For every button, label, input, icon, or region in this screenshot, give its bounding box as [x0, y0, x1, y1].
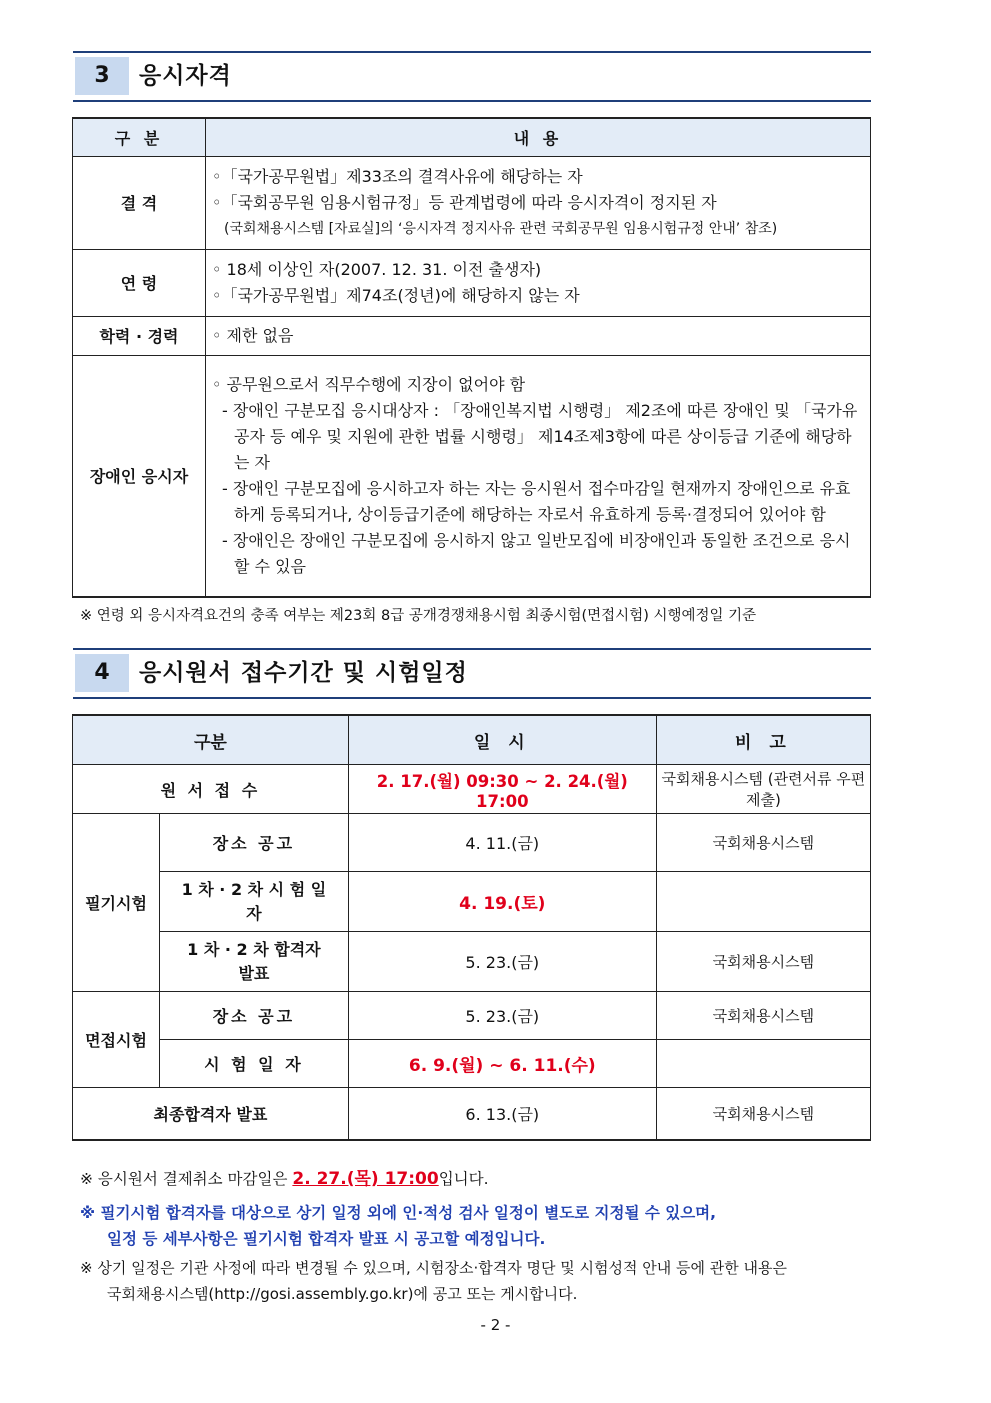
section-number: 3: [75, 57, 129, 95]
content-line: - 장애인 구분모집 응시대상자 : 「장애인복지법 시행령」 제2조에 따른 장애인 및 「국가유공자 등 예우 및 지원에 관한 법률 시행령」 제14조제3항에 따른 상이등급 기준에 해당하는 자: [222, 400, 858, 472]
content-line: ◦ 18세 이상인 자(2007. 12. 31. 이전 출생자): [212, 259, 542, 279]
content-sub: (국회채용시스템 [자료실]의 ‘응시자격 정지사유 관련 국회공무원 임용시험규정 안내’ 참조): [224, 220, 778, 237]
row-label: 학력 · 경력: [73, 316, 206, 355]
row-date: 4. 19.(토): [348, 872, 656, 932]
footnote-line: 일정 등 세부사항은 필기시험 합격자 발표 시 공고할 예정입니다.: [107, 1230, 546, 1248]
header-category: 구 분: [73, 118, 206, 156]
row-date: 2. 17.(월) 09:30 ~ 2. 24.(월) 17:00: [348, 765, 656, 814]
content-line: - 장애인 구분모집에 응시하고자 하는 자는 응시원서 접수마감일 현재까지 장애인으로 유효하게 등록되거나, 상이등급기준에 해당하는 자로서 유효하게 등록·결정되어 있어야 함: [222, 478, 851, 524]
header-content: 내 용: [206, 118, 871, 156]
footnote-cancel: [80, 1166, 489, 1192]
table-row: [73, 1088, 871, 1140]
table-row: [73, 249, 871, 316]
row-label: 연 령: [73, 249, 206, 316]
table-row: [73, 992, 871, 1040]
row-note: [656, 1040, 870, 1088]
table-row: [73, 1040, 871, 1088]
eligibility-table: [72, 117, 871, 598]
content-line: ◦「국가공무원법」제33조의 결격사유에 해당하는 자: [212, 166, 583, 186]
table-row: [73, 872, 871, 932]
content-line: ◦「국가공무원법」제74조(정년)에 해당하지 않는 자: [212, 285, 580, 305]
table-row: [73, 765, 871, 814]
row-note: 국회채용시스템: [656, 932, 870, 992]
row-date: 4. 11.(금): [348, 814, 656, 872]
row-date: 6. 9.(월) ~ 6. 11.(수): [348, 1040, 656, 1088]
table-row: [73, 156, 871, 249]
table-row: [73, 814, 871, 872]
cancel-deadline: 2. 27.(목) 17:00: [292, 1169, 439, 1189]
schedule-table: [72, 714, 871, 1141]
section-3-header: [73, 51, 871, 102]
row-date: 6. 13.(금): [348, 1088, 656, 1140]
row-label: 장소 공고: [160, 992, 349, 1040]
row-date: 5. 23.(금): [348, 992, 656, 1040]
footnote-aptitude: [80, 1200, 716, 1252]
footnote-line: ※ 상기 일정은 기관 사정에 따라 변경될 수 있으며, 시험장소·합격자 명단 및 시험성적 안내 등에 관한 내용은: [80, 1259, 787, 1277]
row-label: 최종합격자 발표: [73, 1088, 349, 1140]
footnote-change: [80, 1255, 787, 1307]
footnote-line: 국회채용시스템(http://gosi.assembly.go.kr)에 공고 또는 게시합니다.: [107, 1285, 578, 1303]
content-line: - 장애인은 장애인 구분모집에 응시하지 않고 일반모집에 비장애인과 동일한 조건으로 응시할 수 있음: [222, 530, 851, 576]
row-note: 국회채용시스템: [656, 992, 870, 1040]
group-label: 면접시험: [73, 992, 160, 1088]
footnote-text: 입니다.: [438, 1170, 489, 1188]
footnote-line: ※ 필기시험 합격자를 대상으로 상기 일정 외에 인·적성 검사 일정이 별도로 지정될 수 있으며,: [80, 1204, 717, 1222]
row-label: 결 격: [73, 156, 206, 249]
row-note: [656, 872, 870, 932]
section-number: 4: [75, 654, 129, 692]
row-label: 원 서 접 수: [73, 765, 349, 814]
section-title: 응시자격: [139, 63, 232, 89]
row-label: 장소 공고: [160, 814, 349, 872]
header-note: 비 고: [656, 715, 870, 765]
table-row: [73, 316, 871, 355]
header-category: 구분: [73, 715, 349, 765]
row-note: 국회채용시스템: [656, 814, 870, 872]
content-line: ◦ 공무원으로서 직무수행에 지장이 없어야 함: [212, 374, 526, 394]
table-row: [73, 355, 871, 597]
row-label: 시 험 일 자: [160, 1040, 349, 1088]
table-row: [73, 932, 871, 992]
row-note: 국회채용시스템 (관련서류 우편제출): [656, 765, 870, 814]
row-label: 장애인 응시자: [73, 355, 206, 597]
section-3-note: ※ 연령 외 응시자격요건의 충족 여부는 제23회 8급 공개경쟁채용시험 최종시험(면접시험) 시행예정일 기준: [80, 608, 757, 624]
row-label: 1 차 · 2 차 시 험 일 자: [160, 872, 349, 932]
row-label: 1 차 · 2 차 합격자 발표: [160, 932, 349, 992]
footnote-text: ※ 응시원서 결제취소 마감일은: [80, 1170, 293, 1188]
content-line: ◦ 제한 없음: [212, 325, 294, 345]
row-date: 5. 23.(금): [348, 932, 656, 992]
header-date: 일 시: [348, 715, 656, 765]
page-number: - 2 -: [480, 1316, 511, 1334]
content-line: ◦「국회공무원 임용시험규정」등 관계법령에 따라 응시자격이 정지된 자: [212, 192, 717, 212]
section-title: 응시원서 접수기간 및 시험일정: [139, 660, 468, 686]
row-note: 국회채용시스템: [656, 1088, 870, 1140]
section-4-header: [73, 648, 871, 699]
group-label: 필기시험: [73, 814, 160, 992]
